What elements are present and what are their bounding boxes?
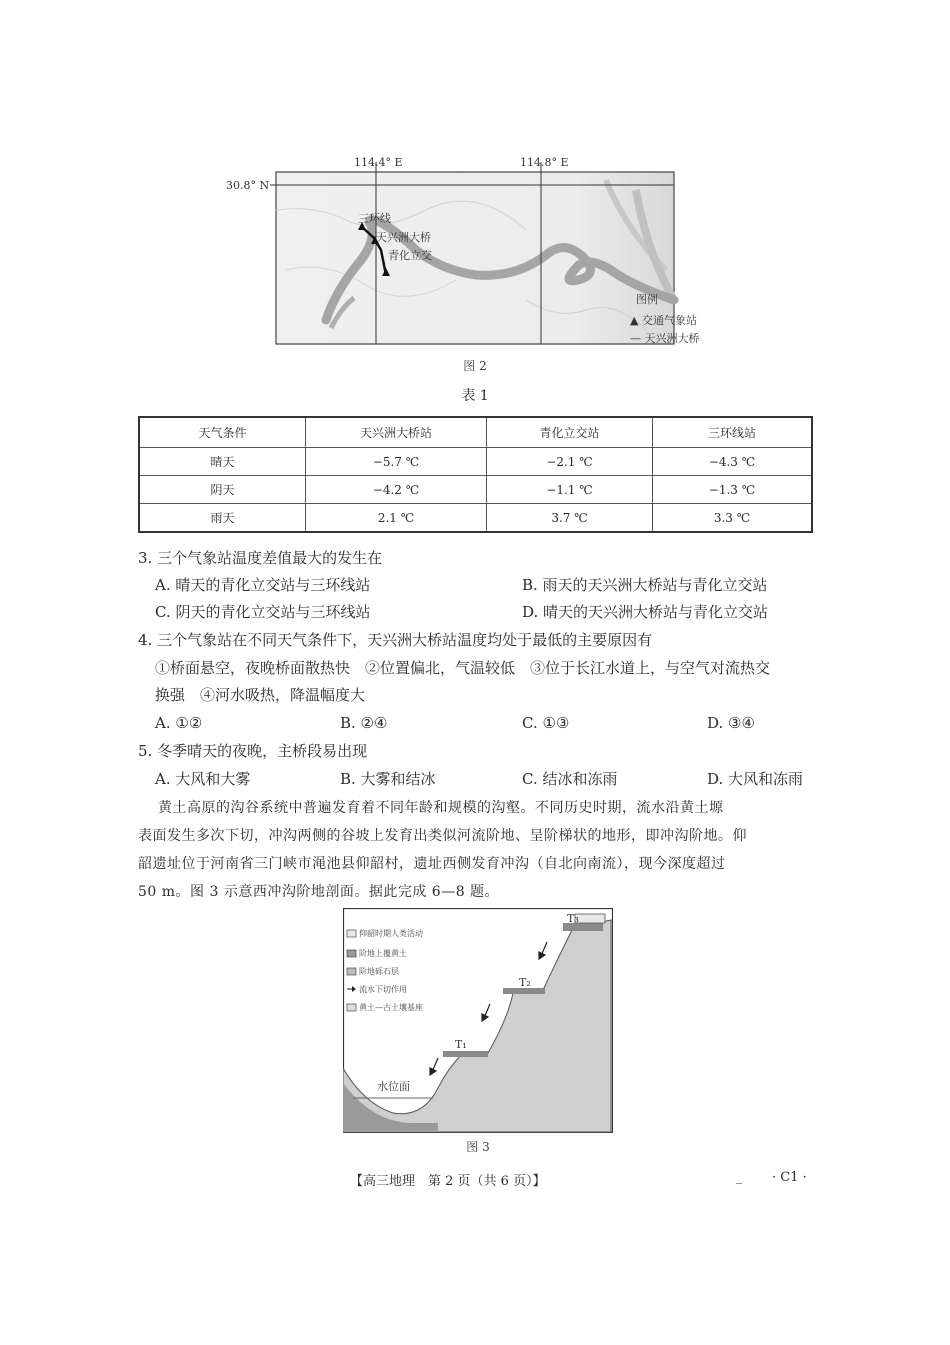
table-header-row [139, 417, 812, 448]
fig3-legend-5: 黄土—古土壤基座 [359, 1003, 423, 1012]
footer-dash: _ [736, 1170, 742, 1184]
q3-option-c: C. 阴天的青化立交站与三环线站 [155, 603, 371, 621]
table-cell: −1.3 ℃ [653, 476, 813, 504]
table-cell: −4.2 ℃ [306, 476, 487, 504]
figure2-map [226, 150, 726, 355]
table-cell: 雨天 [139, 504, 306, 533]
q3-option-a: A. 晴天的青化立交站与三环线站 [155, 576, 371, 594]
place-label-qinghua: 青化立交 [388, 249, 432, 262]
q4-statement-line2: 换强 ④河水吸热，降温幅度大 [155, 686, 366, 704]
terrace-t2-label: T₂ [519, 976, 531, 989]
fig3-legend-4: 流水下切作用 [359, 985, 407, 994]
fig3-legend-2: 阶地上覆黄土 [359, 949, 407, 958]
fig3-legend-3: 阶地砾石层 [359, 967, 399, 976]
q4-option-a: A. ①② [155, 714, 203, 732]
q4-option-d: D. ③④ [707, 714, 755, 732]
place-label-3ring: 三环线 [358, 212, 391, 225]
q5-option-a: A. 大风和大雾 [155, 770, 251, 788]
q4-option-b: B. ②④ [340, 714, 388, 732]
table-cell: 3.3 ℃ [653, 504, 813, 533]
q5-option-c: C. 结冰和冻雨 [522, 770, 618, 788]
figure3-profile [343, 908, 613, 1133]
figure3-caption: 图 3 [466, 1140, 490, 1154]
fig3-legend-1: 仰韶时期人类活动 [359, 929, 423, 938]
passage-line4: 50 m。图 3 示意西冲沟阶地剖面。据此完成 6—8 题。 [138, 884, 500, 900]
table-cell: −2.1 ℃ [487, 448, 653, 476]
table-row [139, 448, 812, 476]
q4-statement-line1: ①桥面悬空，夜晚桥面散热快 ②位置偏北，气温较低 ③位于长江水道上，与空气对流热交 [155, 659, 771, 677]
table-header: 天兴洲大桥站 [306, 417, 487, 448]
table-cell: −5.7 ℃ [306, 448, 487, 476]
page-footer: 【高三地理 第 2 页（共 6 页）】 [350, 1174, 546, 1189]
q4-option-c: C. ①③ [522, 714, 570, 732]
table-cell: 2.1 ℃ [306, 504, 487, 533]
place-label-bridge: 天兴洲大桥 [376, 231, 431, 244]
weather-table [138, 416, 813, 533]
figure2-caption: 图 2 [463, 359, 487, 373]
passage-line2: 表面发生多次下切，冲沟两侧的谷坡上发育出类似河流阶地、呈阶梯状的地形，即冲沟阶地。仰 [138, 828, 747, 844]
terrace-t1-label: T₁ [455, 1038, 467, 1051]
passage-line1: 黄土高原的沟谷系统中普遍发育着不同年龄和规模的沟壑。不同历史时期，流水沿黄土塬 [158, 800, 724, 816]
table-header: 天气条件 [139, 417, 306, 448]
table-header: 三环线站 [653, 417, 813, 448]
q3-stem: 3. 三个气象站温度差值最大的发生在 [138, 549, 383, 567]
terrace-t1-gravel [443, 1051, 488, 1057]
q3-option-d: D. 晴天的天兴洲大桥站与青化立交站 [522, 603, 769, 621]
legend-title: 图例 [636, 293, 658, 306]
lon-label-2: 114.8° E [520, 156, 569, 169]
table-cell: −1.1 ℃ [487, 476, 653, 504]
table-cell: 3.7 ℃ [487, 504, 653, 533]
table-row [139, 504, 812, 533]
table-title: 表 1 [461, 388, 489, 404]
q5-stem: 5. 冬季晴天的夜晚，主桥段易出现 [138, 742, 368, 760]
table-cell: −4.3 ℃ [653, 448, 813, 476]
legend-station: ▲ 交通气象站 [630, 314, 697, 327]
q4-stem: 4. 三个气象站在不同天气条件下，天兴洲大桥站温度均处于最低的主要原因有 [138, 631, 653, 649]
table-cell: 晴天 [139, 448, 306, 476]
q5-option-d: D. 大风和冻雨 [707, 770, 804, 788]
q3-option-b: B. 雨天的天兴洲大桥站与青化立交站 [522, 576, 768, 594]
table-row [139, 476, 812, 504]
table-header: 青化立交站 [487, 417, 653, 448]
human-activity-layer [575, 914, 605, 923]
lat-label: 30.8° N [226, 179, 270, 192]
footer-code: · C1 · [772, 1170, 807, 1185]
q5-option-b: B. 大雾和结冰 [340, 770, 436, 788]
water-level-label: 水位面 [377, 1080, 410, 1093]
lon-label-1: 114.4° E [354, 156, 403, 169]
passage-line3: 韶遗址位于河南省三门峡市渑池县仰韶村，遗址西侧发育冲沟（自北向南流），现今深度超过 [138, 856, 726, 872]
legend-bridge: — 天兴洲大桥 [630, 332, 700, 345]
table-cell: 阴天 [139, 476, 306, 504]
terrace-t3-label: T₃ [567, 912, 579, 925]
